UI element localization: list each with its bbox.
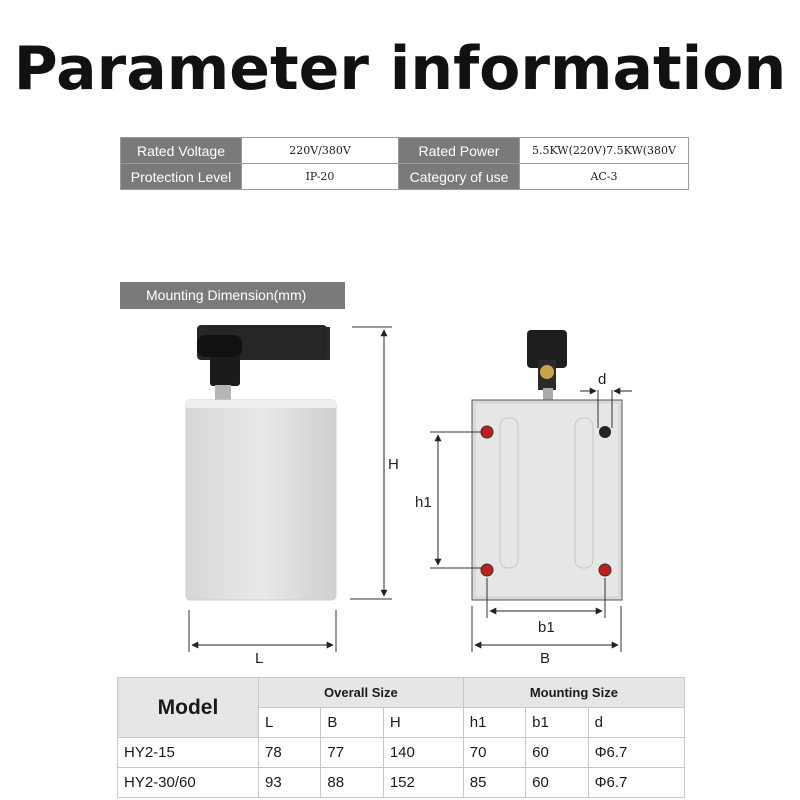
cell-H: 152 (383, 768, 463, 798)
overall-size-header: Overall Size (259, 678, 464, 708)
dim-b1-label: b1 (538, 619, 555, 636)
cell-b1: 60 (526, 738, 588, 768)
table-row (118, 678, 685, 708)
cell-d: Φ6.7 (588, 768, 684, 798)
col-header-d: d (588, 708, 684, 738)
cell-B: 77 (321, 738, 383, 768)
mounting-size-header: Mounting Size (463, 678, 684, 708)
cell-L: 93 (259, 768, 321, 798)
col-header-H: H (383, 708, 463, 738)
cell-h1: 70 (463, 738, 525, 768)
front-view-switch (186, 325, 336, 600)
model-header: Model (118, 678, 259, 738)
rated-voltage-value: 220V/380V (242, 138, 399, 164)
dim-L-label: L (255, 650, 264, 667)
col-header-b1: b1 (526, 708, 588, 738)
dim-H-label: H (388, 456, 399, 473)
rated-power-label: Rated Power (399, 138, 520, 164)
dim-h1-label: h1 (415, 494, 432, 511)
table-row (118, 738, 685, 768)
col-header-h1: h1 (463, 708, 525, 738)
cell-d: Φ6.7 (588, 738, 684, 768)
table-row (118, 768, 685, 798)
cell-B: 88 (321, 768, 383, 798)
cell-b1: 60 (526, 768, 588, 798)
category-label: Category of use (399, 164, 520, 190)
cell-model: HY2-15 (118, 738, 259, 768)
protection-level-label: Protection Level (121, 164, 242, 190)
dim-B-label: B (540, 650, 551, 667)
cell-model: HY2-30/60 (118, 768, 259, 798)
mounting-dimension-label: Mounting Dimension(mm) (120, 282, 345, 309)
cell-H: 140 (383, 738, 463, 768)
dim-d-label: d (598, 371, 607, 388)
protection-level-value: IP-20 (242, 164, 399, 190)
rated-voltage-label: Rated Voltage (121, 138, 242, 164)
cell-h1: 85 (463, 768, 525, 798)
page-title: Parameter information (13, 34, 787, 104)
col-header-L: L (259, 708, 321, 738)
category-value: AC-3 (520, 164, 689, 190)
cell-L: 78 (259, 738, 321, 768)
model-table (117, 677, 685, 798)
rated-power-value: 5.5KW(220V)7.5KW(380V (520, 138, 689, 164)
col-header-B: B (321, 708, 383, 738)
